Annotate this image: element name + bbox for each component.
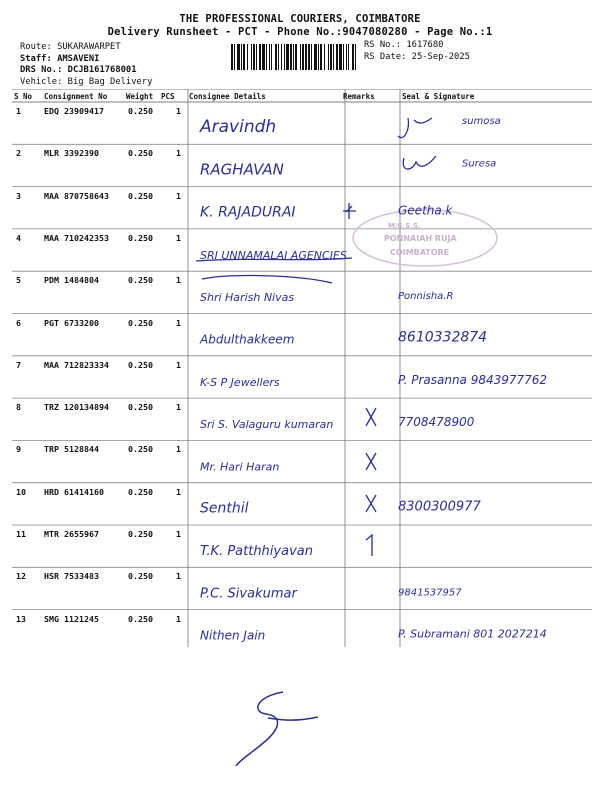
row-consignment: EDQ 23909417 <box>44 106 104 116</box>
row-consignment: PGT 6733200 <box>44 317 99 328</box>
stamp-line1: M/S.S.S. <box>388 222 421 230</box>
handwritten-signature: sumosa <box>462 116 501 127</box>
rs-date: RS Date: 25-Sep-2025 <box>364 51 470 62</box>
row-weight: 0.250 <box>128 106 153 116</box>
row-consignment: PDM 1484804 <box>44 275 99 286</box>
vehicle: Vehicle: Big Bag Delivery <box>20 76 153 87</box>
row-sno: 3 <box>16 190 21 201</box>
row-consignment: MAA 712823334 <box>44 359 109 370</box>
handwritten-signature: P. Subramani 801 2027214 <box>398 627 547 641</box>
row-sno: 2 <box>16 148 21 159</box>
row-pcs: 1 <box>176 317 181 328</box>
row-sno: 8 <box>16 402 21 413</box>
row-pcs: 1 <box>176 190 181 201</box>
row-consignment: TRP 5128844 <box>44 444 99 455</box>
handwritten-consignee: Senthil <box>200 500 249 517</box>
row-pcs: 1 <box>176 232 181 243</box>
row-weight: 0.250 <box>128 529 153 539</box>
col-consignee: Consignee Details <box>189 92 266 101</box>
row-weight: 0.250 <box>128 402 153 413</box>
handwritten-consignee: Nithen Jain <box>200 628 266 643</box>
row-sno: 11 <box>16 529 26 539</box>
handwritten-signature: 8300300977 <box>398 499 481 515</box>
row-weight: 0.250 <box>128 317 153 328</box>
row-pcs: 1 <box>176 275 181 286</box>
row-pcs: 1 <box>176 486 181 497</box>
handwritten-consignee: Abdulthakkeem <box>200 332 295 347</box>
handwritten-consignee: P.C. Sivakumar <box>200 586 297 602</box>
col-pcs: PCS <box>161 92 175 101</box>
handwritten-signature: Geetha.k <box>398 203 453 218</box>
row-consignment: MAA 710242353 <box>44 232 109 243</box>
company-title: THE PROFESSIONAL COURIERS, COIMBATORE <box>179 13 421 25</box>
row-pcs: 1 <box>176 444 181 455</box>
handwritten-consignee: Sri S. Valaguru kumaran <box>200 418 334 432</box>
row-weight: 0.250 <box>128 444 153 455</box>
row-pcs: 1 <box>176 106 181 116</box>
row-consignment: HSR 7533483 <box>44 571 99 582</box>
row-sno: 9 <box>16 444 21 455</box>
handwritten-consignee: RAGHAVAN <box>200 160 284 179</box>
handwritten-consignee: T.K. Patthhiyavan <box>200 544 313 559</box>
row-weight: 0.250 <box>128 571 153 582</box>
stamp-line3: COIMBATORE <box>390 248 450 257</box>
row-pcs: 1 <box>176 402 181 413</box>
row-sno: 12 <box>16 571 26 582</box>
run-info <box>20 42 152 88</box>
row-pcs: 1 <box>176 529 181 539</box>
row-consignment: MAA 870758643 <box>44 190 109 201</box>
row-sno: 1 <box>16 106 21 116</box>
row-sno: 6 <box>16 317 21 328</box>
row-pcs: 1 <box>176 359 181 370</box>
staff-label: Staff: <box>20 53 52 64</box>
rs-number: RS No.: 1617680 <box>364 40 444 50</box>
row-sno: 7 <box>16 359 21 370</box>
row-weight: 0.250 <box>128 486 153 497</box>
row-consignment: MTR 2655967 <box>44 529 99 539</box>
row-consignment: MLR 3392390 <box>44 148 99 159</box>
handwritten-signature: 9841537957 <box>398 587 462 599</box>
col-sno: S No <box>14 92 33 101</box>
handwritten-signature: 8610332874 <box>398 329 488 346</box>
handwritten-consignee: K-S P Jewellers <box>200 375 280 389</box>
route: Route: SUKARAWARPET <box>20 42 121 52</box>
col-remarks: Remarks <box>343 92 375 101</box>
row-sno: 5 <box>16 275 21 286</box>
handwritten-signature: Suresa <box>462 158 497 170</box>
handwritten-signature: 7708478900 <box>398 415 475 430</box>
staff-signature <box>236 692 318 766</box>
handwritten-signature: P. Prasanna 9843977762 <box>398 372 548 387</box>
row-sno: 4 <box>16 232 21 243</box>
handwritten-signature: Ponnisha.R <box>398 291 454 303</box>
staff-name: AMSAVENI <box>57 53 100 64</box>
stamp-line2: PONNAIAH RUJA <box>384 234 457 243</box>
col-weight: Weight <box>126 92 154 101</box>
handwritten-consignee: K. RAJADURAI <box>200 204 296 221</box>
row-weight: 0.250 <box>128 232 153 243</box>
handwritten-consignee: Shri Harish Nivas <box>200 291 295 305</box>
col-signature: Seal & Signature <box>402 92 475 101</box>
handwritten-consignee: Mr. Hari Haran <box>200 460 280 474</box>
row-weight: 0.250 <box>128 613 153 624</box>
drs-label: DRS No.: <box>20 65 63 75</box>
col-consignment: Consignment No <box>44 92 108 101</box>
row-pcs: 1 <box>176 613 181 624</box>
row-pcs: 1 <box>176 148 181 159</box>
row-sno: 10 <box>16 486 26 497</box>
handwritten-consignee: SRI UNNAMALAI AGENCIES <box>200 248 347 262</box>
row-pcs: 1 <box>176 571 181 582</box>
row-weight: 0.250 <box>128 190 153 201</box>
row-sno: 13 <box>16 613 26 624</box>
drs-number: DCJB161768001 <box>67 65 137 75</box>
row-consignment: HRD 61414160 <box>44 486 104 497</box>
row-weight: 0.250 <box>128 148 153 159</box>
runsheet-subtitle: Delivery Runsheet - PCT - Phone No.:9047080280 - Page No.:1 <box>107 26 493 38</box>
rs-info <box>364 40 470 63</box>
row-weight: 0.250 <box>128 275 153 286</box>
row-consignment: TRZ 120134894 <box>44 402 109 413</box>
handwritten-consignee: Aravindh <box>200 117 277 137</box>
row-consignment: SMG 1121245 <box>44 613 99 624</box>
row-weight: 0.250 <box>128 359 153 370</box>
barcode <box>231 44 358 70</box>
